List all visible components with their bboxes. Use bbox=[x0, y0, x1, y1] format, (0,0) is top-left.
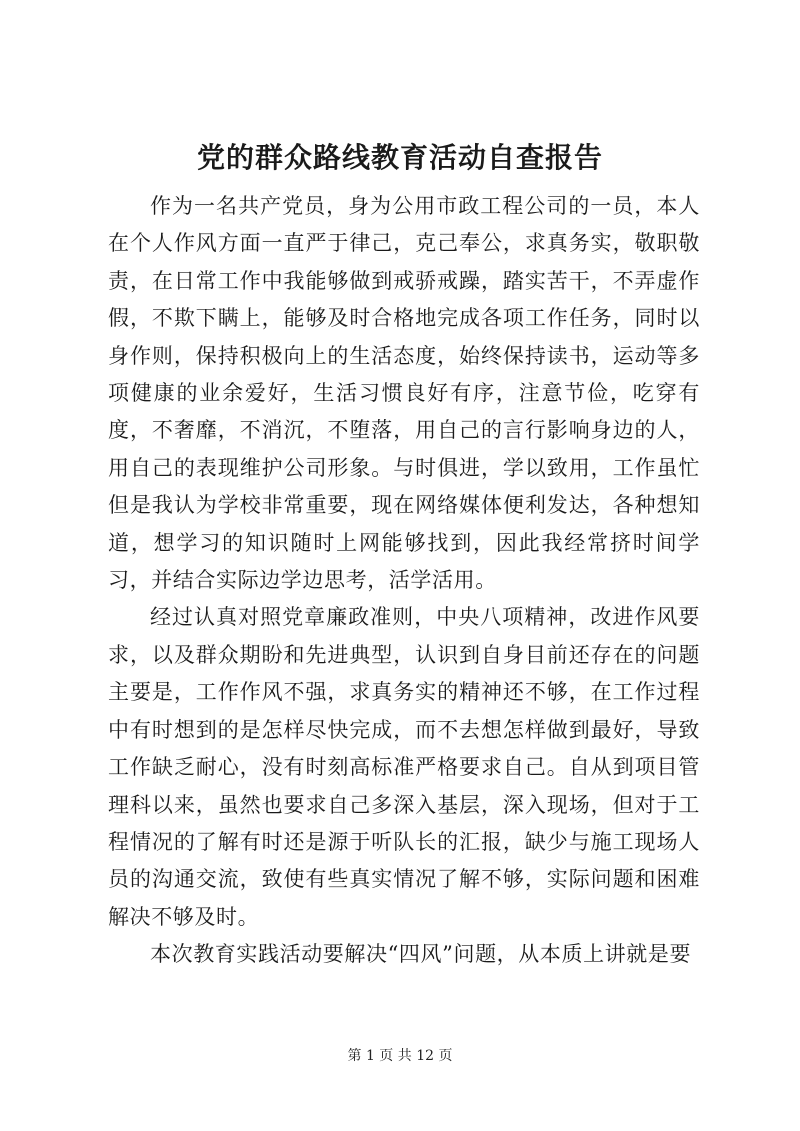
paragraph-2: 经过认真对照党章廉政准则，中央八项精神，改进作风要求，以及群众期盼和先进典型，认识到自身目前还存在的问题主要是，工作作风不强，求真务实的精神还不够，在工作过程中有时想到的是怎样尽快完成，而不去想怎样做到最好，导致工作缺乏耐心，没有时刻高标准严格要求自己。自从到项目管理科以来，虽然也要求自己多深入基层，深入现场，但对于工程情况的了解有时还是源于听队长的汇报，缺少与施工现场人员的沟通交流，致使有些真实情况了解不够，实际问题和困难解决不够及时。 bbox=[108, 605, 700, 929]
document-body bbox=[108, 188, 700, 974]
paragraph-3: 本次教育实践活动要解决“四风”问题，从本质上讲就是要 bbox=[150, 942, 692, 967]
page-number-footer: 第 1 页 共 12 页 bbox=[347, 1048, 453, 1064]
paragraph-1: 作为一名共产党员，身为公用市政工程公司的一员，本人在个人作风方面一直严于律己，克己奉公，求真务实，敬职敬责，在日常工作中我能够做到戒骄戒躁，踏实苦干，不弄虚作假，不欺下瞒上，能够及时合格地完成各项工作任务，同时以身作则，保持积极向上的生活态度，始终保持读书，运动等多项健康的业余爱好，生活习惯良好有序，注意节俭，吃穿有度，不奢靡，不消沉，不堕落，用自己的言行影响身边的人，用自己的表现维护公司形象。与时俱进，学以致用，工作虽忙但是我认为学校非常重要，现在网络媒体便利发达，各种想知道，想学习的知识随时上网能够找到，因此我经常挤时间学习，并结合实际边学边思考，活学活用。 bbox=[108, 194, 700, 593]
document-title: 党的群众路线教育活动自查报告 bbox=[196, 141, 603, 174]
